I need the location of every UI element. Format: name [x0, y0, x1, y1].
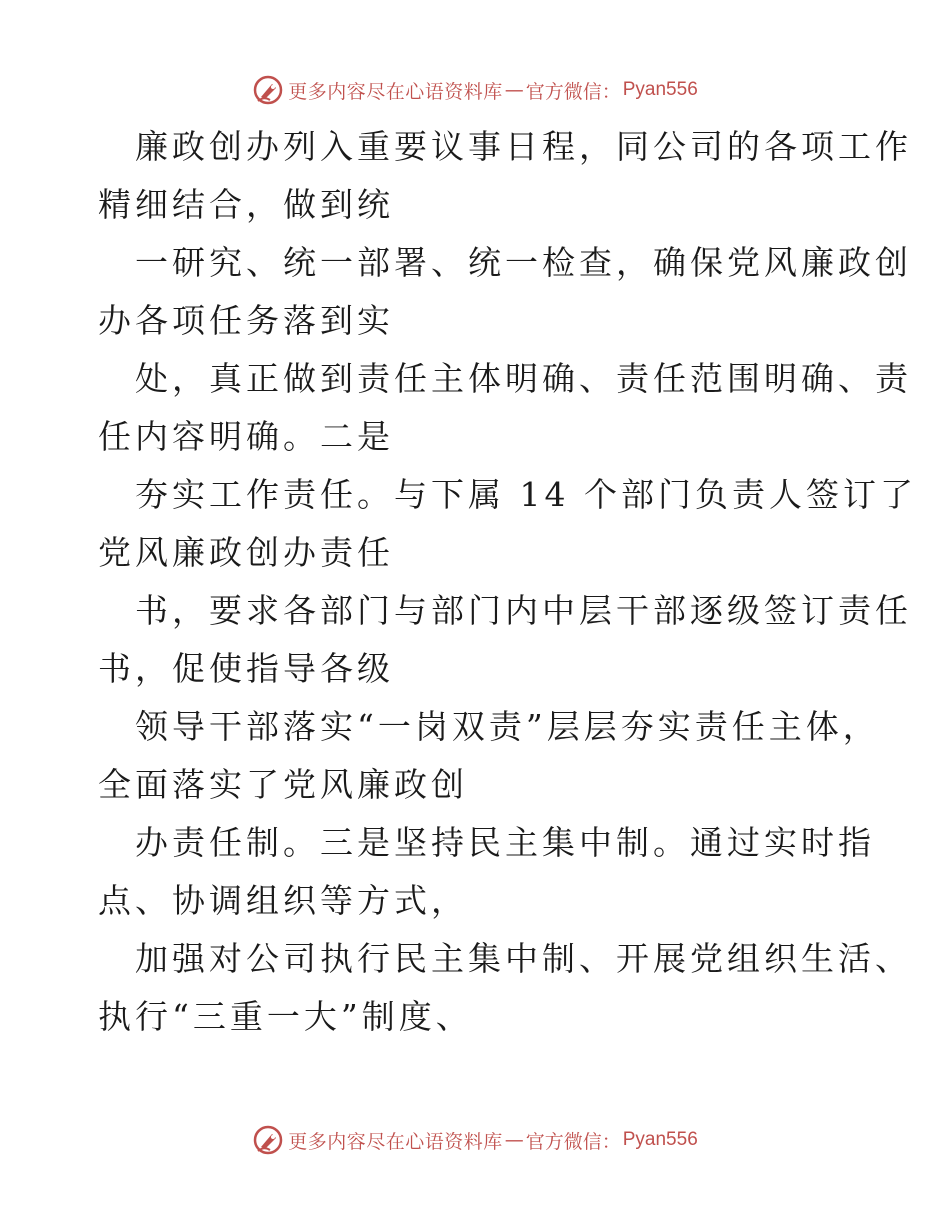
banner-wechat-id: Pyan556 [622, 1129, 698, 1150]
pen-nib-logo-icon [252, 74, 284, 106]
paragraph-first-line: 加强对公司执行民主集中制、开展党组织生活、 [135, 939, 912, 978]
paragraph [98, 234, 912, 350]
footer-banner [0, 1118, 950, 1162]
banner-wechat-id: Pyan556 [622, 79, 698, 100]
paragraph-first-line: 办责任制。三是坚持民主集中制。通过实时指 [135, 823, 875, 862]
paragraph [98, 698, 880, 814]
banner-text: 更多内容尽在心语资料库 [288, 1130, 503, 1153]
banner-text: 更多内容尽在心语资料库 [288, 80, 503, 103]
paragraph [98, 118, 912, 234]
paragraph-second-line: 办各项任务落到实 [98, 301, 394, 340]
paragraph-second-line: 全面落实了党风廉政创 [98, 765, 468, 804]
paragraph-second-line: 党风廉政创办责任 [98, 533, 394, 572]
paragraph-second-line: 任内容明确。二是 [98, 417, 394, 456]
banner-separator: — [504, 1129, 524, 1151]
paragraph-first-line: 领导干部落实“一岗双责”层层夯实责任主体， [135, 707, 880, 746]
paragraph [98, 814, 875, 930]
paragraph-first-line: 处，真正做到责任主体明确、责任范围明确、责 [135, 359, 912, 398]
paragraph-second-line: 点、协调组织等方式， [98, 881, 468, 920]
paragraph-second-line: 执行“三重一大”制度、 [98, 997, 473, 1036]
paragraph [98, 582, 912, 698]
paragraph-first-line: 廉政创办列入重要议事日程，同公司的各项工作 [135, 127, 912, 166]
paragraph-first-line: 书，要求各部门与部门内中层干部逐级签订责任 [135, 591, 912, 630]
paragraph [98, 930, 912, 1046]
paragraph-first-line: 一研究、统一部署、统一检查，确保党风廉政创 [135, 243, 912, 282]
document-body [98, 118, 917, 1046]
banner-wechat-label: 官方微信： [525, 80, 621, 103]
paragraph [98, 350, 912, 466]
paragraph [98, 466, 917, 582]
header-banner [0, 68, 950, 112]
pen-nib-logo-icon [252, 1124, 284, 1156]
paragraph-first-line: 夯实工作责任。与下属 14 个部门负责人签订了 [135, 475, 917, 514]
paragraph-second-line: 书，促使指导各级 [98, 649, 394, 688]
paragraph-second-line: 精细结合，做到统 [98, 185, 394, 224]
banner-separator: — [504, 79, 524, 101]
banner-wechat-label: 官方微信： [525, 1130, 621, 1153]
